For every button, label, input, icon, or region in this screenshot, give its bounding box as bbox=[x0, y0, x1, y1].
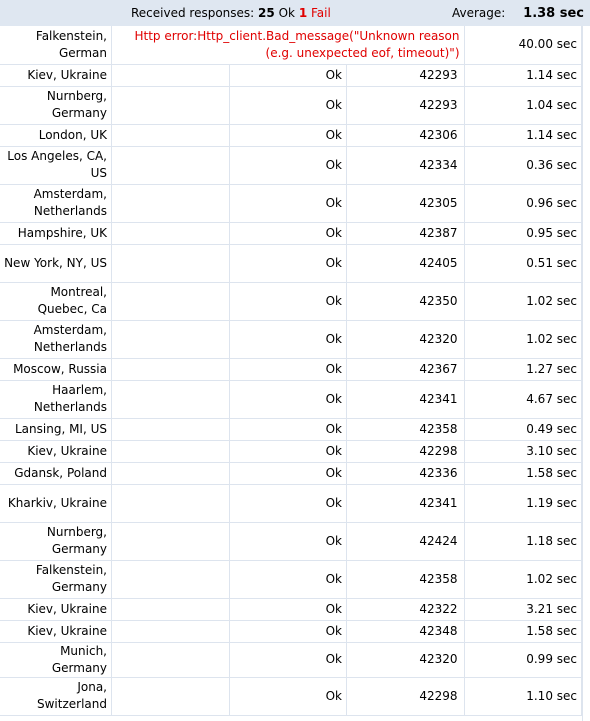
location-cell: Kharkiv, Ukraine bbox=[0, 484, 112, 522]
response-code-cell: 42320 bbox=[347, 320, 465, 358]
spacer-cell bbox=[112, 677, 230, 715]
location-cell: Gdansk, Poland bbox=[0, 462, 112, 484]
status-cell: Ok bbox=[229, 484, 347, 522]
location-cell: Falkenstein, Germany bbox=[0, 560, 112, 598]
response-code-cell: 42334 bbox=[347, 146, 465, 184]
spacer-cell bbox=[112, 64, 230, 86]
location-cell: New York, NY, US bbox=[0, 244, 112, 282]
time-cell: 0.49 sec bbox=[464, 418, 582, 440]
time-cell: 3.21 sec bbox=[464, 598, 582, 620]
spacer-cell bbox=[112, 484, 230, 522]
response-code-cell: 42306 bbox=[347, 124, 465, 146]
table-row bbox=[0, 320, 582, 358]
status-cell: Ok bbox=[229, 86, 347, 124]
table-row bbox=[0, 64, 582, 86]
time-cell: 40.00 sec bbox=[464, 26, 582, 64]
spacer-cell bbox=[112, 642, 230, 677]
status-cell: Ok bbox=[229, 462, 347, 484]
spacer-cell bbox=[112, 124, 230, 146]
time-cell: 1.19 sec bbox=[464, 484, 582, 522]
time-cell: 0.51 sec bbox=[464, 244, 582, 282]
time-cell: 1.02 sec bbox=[464, 320, 582, 358]
average-label: Average: bbox=[452, 6, 506, 20]
table-row bbox=[0, 244, 582, 282]
fail-count: 1 bbox=[298, 6, 308, 20]
status-cell: Ok bbox=[229, 244, 347, 282]
time-cell: 1.02 sec bbox=[464, 560, 582, 598]
table-row bbox=[0, 440, 582, 462]
status-cell: Ok bbox=[229, 358, 347, 380]
spacer-cell bbox=[112, 418, 230, 440]
time-cell: 1.27 sec bbox=[464, 358, 582, 380]
spacer-cell bbox=[112, 560, 230, 598]
table-row bbox=[0, 418, 582, 440]
time-cell: 1.04 sec bbox=[464, 86, 582, 124]
location-cell: London, UK bbox=[0, 124, 112, 146]
response-code-cell: 42336 bbox=[347, 462, 465, 484]
table-row bbox=[0, 462, 582, 484]
spacer-cell bbox=[112, 222, 230, 244]
response-code-cell: 42293 bbox=[347, 86, 465, 124]
response-code-cell: 42387 bbox=[347, 222, 465, 244]
status-cell: Ok bbox=[229, 440, 347, 462]
status-cell: Ok bbox=[229, 598, 347, 620]
location-cell: Moscow, Russia bbox=[0, 358, 112, 380]
time-cell: 1.02 sec bbox=[464, 282, 582, 320]
response-code-cell: 42298 bbox=[347, 677, 465, 715]
table-row bbox=[0, 642, 582, 677]
time-cell: 0.96 sec bbox=[464, 184, 582, 222]
time-cell: 3.10 sec bbox=[464, 440, 582, 462]
table-row bbox=[0, 522, 582, 560]
time-cell: 1.18 sec bbox=[464, 522, 582, 560]
response-code-cell: 42341 bbox=[347, 484, 465, 522]
status-cell: Ok bbox=[229, 677, 347, 715]
location-cell: Nurnberg, Germany bbox=[0, 522, 112, 560]
location-cell: Nurnberg, Germany bbox=[0, 86, 112, 124]
status-cell: Ok bbox=[229, 642, 347, 677]
spacer-cell bbox=[112, 462, 230, 484]
status-cell: Ok bbox=[229, 620, 347, 642]
received-summary bbox=[131, 6, 331, 20]
location-cell: Falkenstein, German bbox=[0, 26, 112, 64]
status-cell: Ok bbox=[229, 560, 347, 598]
location-cell: Kiev, Ukraine bbox=[0, 598, 112, 620]
location-cell: Kiev, Ukraine bbox=[0, 64, 112, 86]
location-cell: Amsterdam, Netherlands bbox=[0, 184, 112, 222]
response-code-cell: 42405 bbox=[347, 244, 465, 282]
location-cell: Kiev, Ukraine bbox=[0, 620, 112, 642]
fail-label: Fail bbox=[311, 6, 331, 20]
location-cell: Los Angeles, CA, US bbox=[0, 146, 112, 184]
spacer-cell bbox=[112, 598, 230, 620]
location-cell: Haarlem, Netherlands bbox=[0, 380, 112, 418]
location-cell: Jona, Switzerland bbox=[0, 677, 112, 715]
average-summary bbox=[452, 6, 584, 21]
time-cell: 0.95 sec bbox=[464, 222, 582, 244]
status-cell: Ok bbox=[229, 282, 347, 320]
table-row bbox=[0, 560, 582, 598]
table-row bbox=[0, 620, 582, 642]
table-row bbox=[0, 677, 582, 715]
spacer-cell bbox=[112, 244, 230, 282]
status-cell: Ok bbox=[229, 64, 347, 86]
time-cell: 1.58 sec bbox=[464, 462, 582, 484]
location-cell: Lansing, MI, US bbox=[0, 418, 112, 440]
location-cell: Amsterdam, Netherlands bbox=[0, 320, 112, 358]
response-code-cell: 42320 bbox=[347, 642, 465, 677]
response-code-cell: 42341 bbox=[347, 380, 465, 418]
status-cell: Ok bbox=[229, 522, 347, 560]
response-code-cell: 42358 bbox=[347, 560, 465, 598]
response-code-cell: 42358 bbox=[347, 418, 465, 440]
time-cell: 1.58 sec bbox=[464, 620, 582, 642]
error-message: Http error:Http_client.Bad_message("Unknown reason (e.g. unexpected eof, timeout)") bbox=[112, 26, 465, 64]
table-row bbox=[0, 484, 582, 522]
table-row bbox=[0, 146, 582, 184]
spacer-cell bbox=[112, 146, 230, 184]
table-row bbox=[0, 124, 582, 146]
table-row bbox=[0, 86, 582, 124]
table-row-error bbox=[0, 26, 582, 64]
response-code-cell: 42322 bbox=[347, 598, 465, 620]
received-label: Received responses: bbox=[131, 6, 255, 20]
spacer-cell bbox=[112, 522, 230, 560]
response-code-cell: 42305 bbox=[347, 184, 465, 222]
spacer-cell bbox=[112, 86, 230, 124]
response-code-cell: 42367 bbox=[347, 358, 465, 380]
response-code-cell: 42424 bbox=[347, 522, 465, 560]
spacer-cell bbox=[112, 358, 230, 380]
status-cell: Ok bbox=[229, 146, 347, 184]
right-edge bbox=[582, 26, 590, 721]
spacer-cell bbox=[112, 282, 230, 320]
results-table bbox=[0, 26, 582, 716]
table-row bbox=[0, 380, 582, 418]
time-cell: 1.14 sec bbox=[464, 124, 582, 146]
time-cell: 1.10 sec bbox=[464, 677, 582, 715]
time-cell: 0.99 sec bbox=[464, 642, 582, 677]
response-code-cell: 42293 bbox=[347, 64, 465, 86]
response-code-cell: 42348 bbox=[347, 620, 465, 642]
status-cell: Ok bbox=[229, 380, 347, 418]
status-cell: Ok bbox=[229, 124, 347, 146]
average-value: 1.38 sec bbox=[523, 6, 585, 21]
ok-label: Ok bbox=[278, 6, 295, 20]
spacer-cell bbox=[112, 620, 230, 642]
summary-header bbox=[0, 0, 590, 26]
status-cell: Ok bbox=[229, 222, 347, 244]
time-cell: 0.36 sec bbox=[464, 146, 582, 184]
location-cell: Montreal, Quebec, Ca bbox=[0, 282, 112, 320]
time-cell: 4.67 sec bbox=[464, 380, 582, 418]
response-code-cell: 42298 bbox=[347, 440, 465, 462]
table-row bbox=[0, 184, 582, 222]
status-cell: Ok bbox=[229, 418, 347, 440]
spacer-cell bbox=[112, 380, 230, 418]
response-code-cell: 42350 bbox=[347, 282, 465, 320]
status-cell: Ok bbox=[229, 320, 347, 358]
spacer-cell bbox=[112, 184, 230, 222]
spacer-cell bbox=[112, 440, 230, 462]
status-cell: Ok bbox=[229, 184, 347, 222]
table-row bbox=[0, 358, 582, 380]
location-cell: Kiev, Ukraine bbox=[0, 440, 112, 462]
time-cell: 1.14 sec bbox=[464, 64, 582, 86]
table-row bbox=[0, 598, 582, 620]
table-row bbox=[0, 222, 582, 244]
location-cell: Munich, Germany bbox=[0, 642, 112, 677]
received-count: 25 bbox=[258, 6, 275, 20]
spacer-cell bbox=[112, 320, 230, 358]
table-row bbox=[0, 282, 582, 320]
location-cell: Hampshire, UK bbox=[0, 222, 112, 244]
